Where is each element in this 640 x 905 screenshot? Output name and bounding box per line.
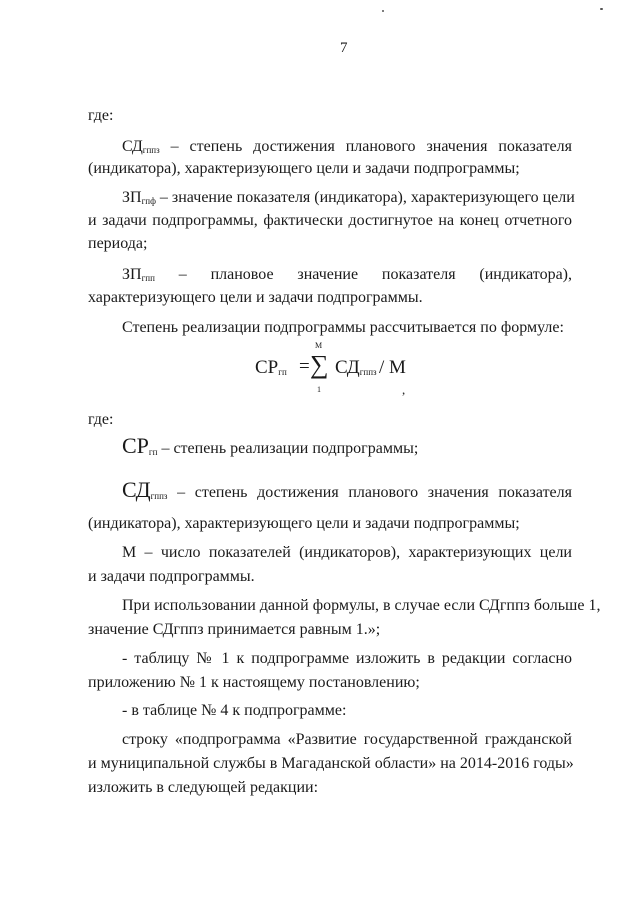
- symbol-sr: $СР_{гп}$: [122, 433, 158, 458]
- definition-text: (индикатора), характеризующего цели и задачи подпрограммы;: [88, 160, 520, 177]
- definition-sd-2: [122, 477, 573, 506]
- formula: [255, 340, 455, 400]
- formula-lhs: $СР_{гп}$: [255, 357, 287, 378]
- formula-intro: Степень реализации подпрограммы рассчитывается по формуле:: [122, 319, 564, 336]
- symbol-sd: $СД_{гппз}$: [122, 138, 160, 155]
- definition-zpf: [122, 188, 575, 211]
- formula-divisor: / М: [379, 357, 406, 378]
- formula-term: $СД_{гппз}$: [335, 357, 377, 378]
- definition-text: – плановое значение показателя (индикатора),: [178, 266, 572, 283]
- sum-upper-limit: М: [315, 341, 323, 350]
- paragraph-formula-note: При использовании данной формулы, в случае если СДгппз больше 1,: [122, 597, 601, 614]
- definition-zpp: [122, 265, 572, 288]
- paragraph-table1: - таблицу № 1 к подпрограмме изложить в редакции согласно: [122, 650, 572, 667]
- scan-speck: [382, 10, 384, 12]
- paragraph-row: и муниципальной службы в Магаданской области» на 2014-2016 годы»: [88, 755, 574, 772]
- paragraph-table4: - в таблице № 4 к подпрограмме:: [122, 702, 347, 719]
- definition-text: (индикатора), характеризующего цели и задачи подпрограммы;: [88, 515, 520, 532]
- definition-text: и задачи подпрограммы, фактически достигнутое на конец отчетного: [88, 212, 572, 229]
- definition-sr: [122, 433, 572, 462]
- sum-sign: ∑: [310, 350, 329, 379]
- scan-speck: [600, 8, 603, 10]
- paragraph-table1: приложению № 1 к настоящему постановлению;: [88, 674, 420, 691]
- definition-sd: [122, 137, 572, 160]
- definition-text: – значение показателя (индикатора), характеризующего цели: [159, 189, 575, 206]
- paragraph-row: изложить в следующей редакции:: [88, 779, 319, 796]
- sum-lower-limit: 1: [317, 385, 321, 394]
- symbol-zpp: $ЗП_{гпп}$: [122, 266, 155, 283]
- definition-text: – степень достижения планового значения показателя: [177, 484, 573, 501]
- page-number: 7: [340, 40, 348, 56]
- definition-text: периода;: [88, 235, 148, 252]
- paragraph-row: строку «подпрограмма «Развитие государственной гражданской: [122, 731, 572, 748]
- definition-m: М – число показателей (индикаторов), характеризующих цели: [122, 544, 572, 561]
- paragraph-formula-note: значение СДгппз принимается равным 1.»;: [88, 621, 381, 638]
- where-label: где:: [88, 107, 114, 124]
- formula-equals: =: [299, 356, 310, 377]
- symbol-zpf: $ЗП_{гпф}$: [122, 189, 156, 206]
- definition-text: – степень достижения планового значения показателя: [170, 138, 572, 155]
- definition-text: характеризующего цели и задачи подпрограммы.: [88, 289, 423, 306]
- definition-text: и задачи подпрограммы.: [88, 568, 255, 585]
- where-label: где:: [88, 411, 114, 428]
- symbol-sd: $СД_{гппз}$: [122, 477, 168, 502]
- formula-comma: ,: [402, 382, 406, 397]
- definition-text: – степень реализации подпрограммы;: [161, 440, 419, 457]
